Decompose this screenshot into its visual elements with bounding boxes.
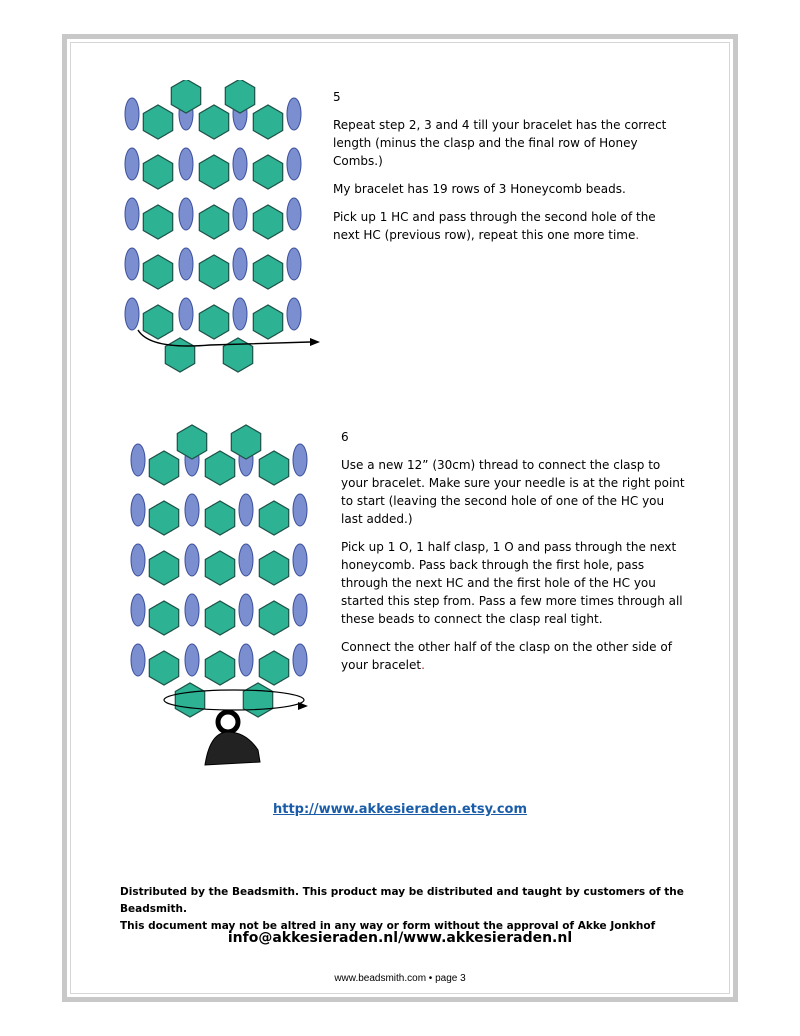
step5-paragraph-2: My bracelet has 19 rows of 3 Honeycomb beads. (333, 182, 626, 196)
honeycomb-bead (205, 551, 234, 585)
oval-bead (125, 198, 139, 230)
honeycomb-bead (253, 255, 282, 289)
oval-bead (125, 248, 139, 280)
contact-info: info@akkesieraden.nl/www.akkesieraden.nl (227, 930, 573, 946)
honeycomb-bead (199, 155, 228, 189)
honeycomb-bead (143, 155, 172, 189)
etsy-link[interactable]: http://www.akkesieraden.etsy.com (272, 802, 528, 817)
step5-paragraph-1: Repeat step 2, 3 and 4 till your bracelet has the correct length (minus the clasp and the final row of Honey Combs.) (333, 118, 667, 168)
oval-bead (179, 148, 193, 180)
oval-bead (293, 444, 307, 476)
honeycomb-bead (143, 305, 172, 339)
page-footer: www.beadsmith.com • page 3 (334, 973, 466, 984)
honeycomb-bead (149, 451, 178, 485)
oval-bead (179, 248, 193, 280)
honeycomb-bead (143, 255, 172, 289)
honeycomb-bead (165, 338, 194, 372)
oval-bead (293, 544, 307, 576)
honeycomb-bead (223, 338, 252, 372)
oval-bead (185, 594, 199, 626)
honeycomb-bead (149, 501, 178, 535)
step5-number: 5 (333, 90, 341, 104)
step5-diagram (110, 80, 320, 380)
oval-bead (131, 544, 145, 576)
oval-bead (239, 494, 253, 526)
honeycomb-bead (171, 80, 200, 113)
honeycomb-bead (177, 425, 206, 459)
oval-bead (287, 148, 301, 180)
step6-paragraph-1: Use a new 12” (30cm) thread to connect the clasp to your bracelet. Make sure your needle is at the right point to start (leaving the second hole of one of the HC you last added.) (341, 458, 685, 526)
honeycomb-bead (199, 255, 228, 289)
oval-bead (239, 644, 253, 676)
honeycomb-bead (199, 305, 228, 339)
honeycomb-bead (149, 551, 178, 585)
honeycomb-bead (143, 205, 172, 239)
oval-bead (125, 98, 139, 130)
step5-text (333, 88, 683, 254)
clasp-ring-icon (218, 712, 238, 732)
step6-paragraph-3-end: . (421, 658, 425, 672)
honeycomb-bead (259, 551, 288, 585)
oval-bead (185, 544, 199, 576)
oval-bead (179, 198, 193, 230)
honeycomb-bead (205, 451, 234, 485)
oval-bead (287, 298, 301, 330)
honeycomb-bead (143, 105, 172, 139)
honeycomb-bead (253, 105, 282, 139)
honeycomb-bead (259, 451, 288, 485)
step6-paragraph-2: Pick up 1 O, 1 half clasp, 1 O and pass through the next honeycomb. Pass back through the first hole, pass through the next HC and the first hole of the HC you started this step from. Pass a few more times through all these beads to connect the clasp real tight. (341, 540, 683, 626)
honeycomb-bead (259, 601, 288, 635)
honeycomb-bead (205, 501, 234, 535)
step6-diagram (110, 420, 340, 780)
step6-number: 6 (341, 430, 349, 444)
honeycomb-bead (149, 601, 178, 635)
honeycomb-bead (175, 683, 204, 717)
honeycomb-bead (205, 651, 234, 685)
honeycomb-bead (225, 80, 254, 113)
oval-bead (293, 494, 307, 526)
oval-bead (239, 544, 253, 576)
honeycomb-bead (199, 205, 228, 239)
step5-paragraph-3-end: . (635, 228, 640, 242)
arrow-head-icon (310, 338, 320, 346)
honeycomb-bead (253, 155, 282, 189)
honeycomb-bead (259, 501, 288, 535)
step5-paragraph-3 (333, 208, 683, 244)
oval-bead (185, 644, 199, 676)
oval-bead (233, 298, 247, 330)
step6-paragraph-3 (341, 638, 686, 674)
oval-bead (131, 444, 145, 476)
honeycomb-bead (253, 305, 282, 339)
oval-bead (125, 298, 139, 330)
distribution-notice (120, 884, 700, 935)
oval-bead (233, 248, 247, 280)
oval-bead (233, 198, 247, 230)
honeycomb-bead (243, 683, 272, 717)
distribution-line-1: Distributed by the Beadsmith. This product may be distributed and taught by customers of the Beadsmith. (120, 886, 684, 915)
oval-bead (287, 198, 301, 230)
oval-bead (131, 494, 145, 526)
step6-text (341, 428, 686, 684)
oval-bead (179, 298, 193, 330)
honeycomb-bead (149, 651, 178, 685)
step5-paragraph-3-text: Pick up 1 HC and pass through the second hole of the next HC (previous row), repeat this one more time (333, 210, 656, 242)
oval-bead (131, 644, 145, 676)
distribution-line-2: This document may not be altred in any way or form without the approval of Akke Jonkhof (120, 920, 656, 932)
oval-bead (287, 98, 301, 130)
oval-bead (239, 594, 253, 626)
oval-bead (185, 494, 199, 526)
oval-bead (287, 248, 301, 280)
arrow-head-icon (298, 702, 308, 710)
honeycomb-bead (259, 651, 288, 685)
oval-bead (233, 148, 247, 180)
step6-paragraph-3-text: Connect the other half of the clasp on the other side of your bracelet (341, 640, 672, 672)
honeycomb-bead (205, 601, 234, 635)
honeycomb-bead (253, 205, 282, 239)
honeycomb-bead (199, 105, 228, 139)
oval-bead (293, 594, 307, 626)
clasp-icon (205, 732, 260, 765)
oval-bead (293, 644, 307, 676)
honeycomb-bead (231, 425, 260, 459)
oval-bead (125, 148, 139, 180)
oval-bead (131, 594, 145, 626)
